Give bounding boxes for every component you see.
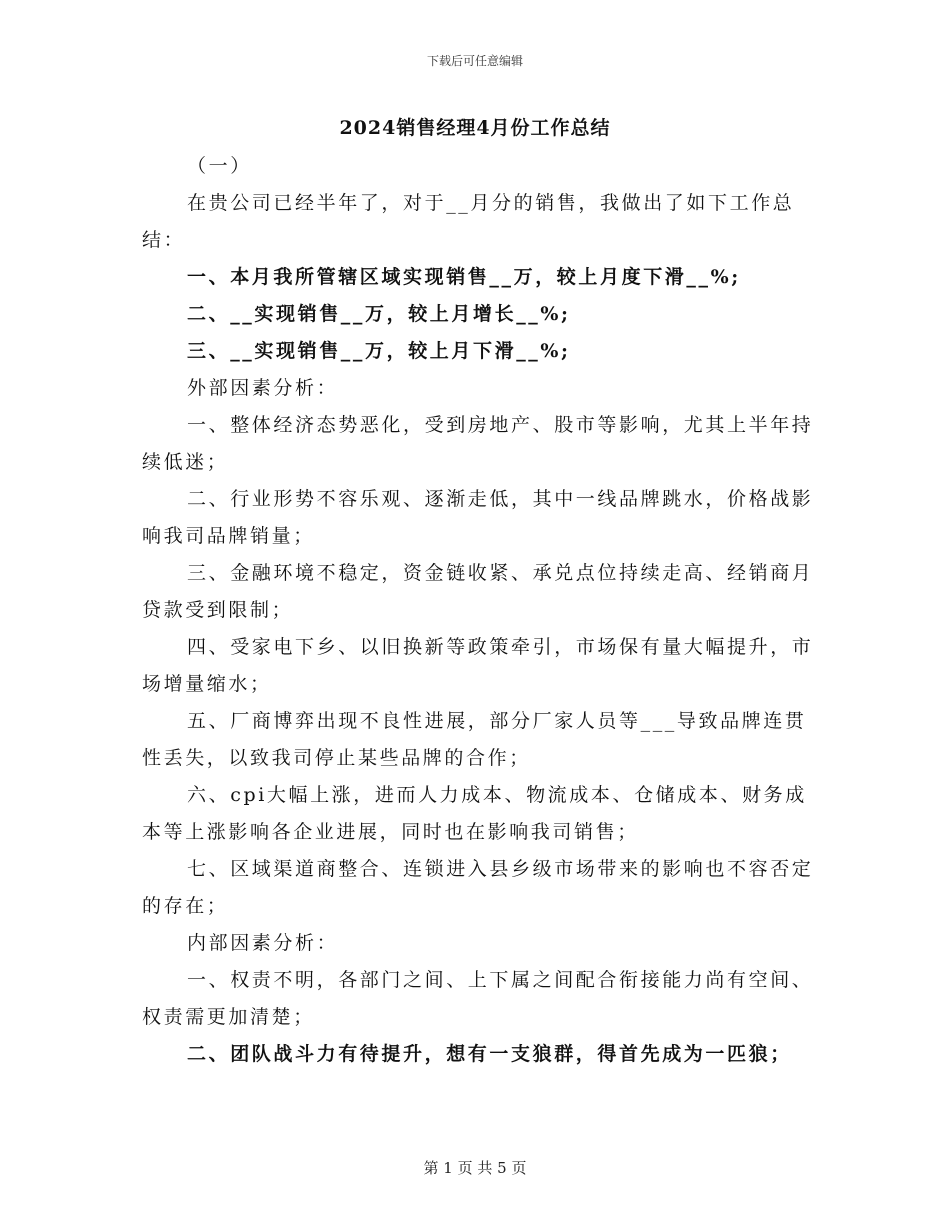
paragraph-external-4: 四、受家电下乡、以旧换新等政策牵引，市场保有量大幅提升，市场增量缩水； (142, 636, 814, 695)
page-footer: 第 1 页 共 5 页 (423, 1159, 527, 1177)
paragraph-external-1: 一、整体经济态势恶化，受到房地产、股市等影响，尤其上半年持续低迷； (142, 414, 814, 473)
paragraph-sales-2: 二、__实现销售__万，较上月增长__%; (187, 303, 571, 325)
paragraph-intro: 在贵公司已经半年了，对于__月分的销售，我做出了如下工作总结： (142, 192, 795, 251)
paragraph-external-3: 三、金融环境不稳定，资金链收紧、承兑点位持续走高、经销商月贷款受到限制； (142, 562, 814, 621)
paragraph-internal-1: 一、权责不明，各部门之间、上下属之间配合衔接能力尚有空间、权责需更加清楚； (142, 969, 814, 1028)
header-note: 下载后可任意编辑 (426, 54, 523, 68)
paragraph-internal-2: 二、团队战斗力有待提升，想有一支狼群，得首先成为一匹狼； (187, 1043, 792, 1065)
paragraph-external-7: 七、区域渠道商整合、连锁进入县乡级市场带来的影响也不容否定的存在； (142, 858, 814, 917)
paragraph-external-5: 五、厂商博弈出现不良性进展，部分厂家人员等___导致品牌连贯性丢失，以致我司停止某些品牌的合作； (142, 710, 807, 769)
document-body (142, 148, 814, 1073)
paragraph-sales-1: 一、本月我所管辖区域实现销售__万，较上月度下滑__%; (187, 266, 741, 288)
heading-internal-factors: 内部因素分析： (187, 932, 339, 954)
paragraph-intro-marker: （一） (187, 155, 252, 177)
document-title: 2024销售经理4月份工作总结 (339, 117, 611, 139)
paragraph-sales-3: 三、__实现销售__万，较上月下滑__%; (187, 340, 571, 362)
paragraph-external-6: 六、cpi大幅上涨，进而人力成本、物流成本、仓储成本、财务成本等上涨影响各企业进展，同时也在影响我司销售； (142, 784, 807, 843)
heading-external-factors: 外部因素分析： (187, 377, 339, 399)
paragraph-external-2: 二、行业形势不容乐观、逐渐走低，其中一线品牌跳水，价格战影响我司品牌销量； (142, 488, 814, 547)
